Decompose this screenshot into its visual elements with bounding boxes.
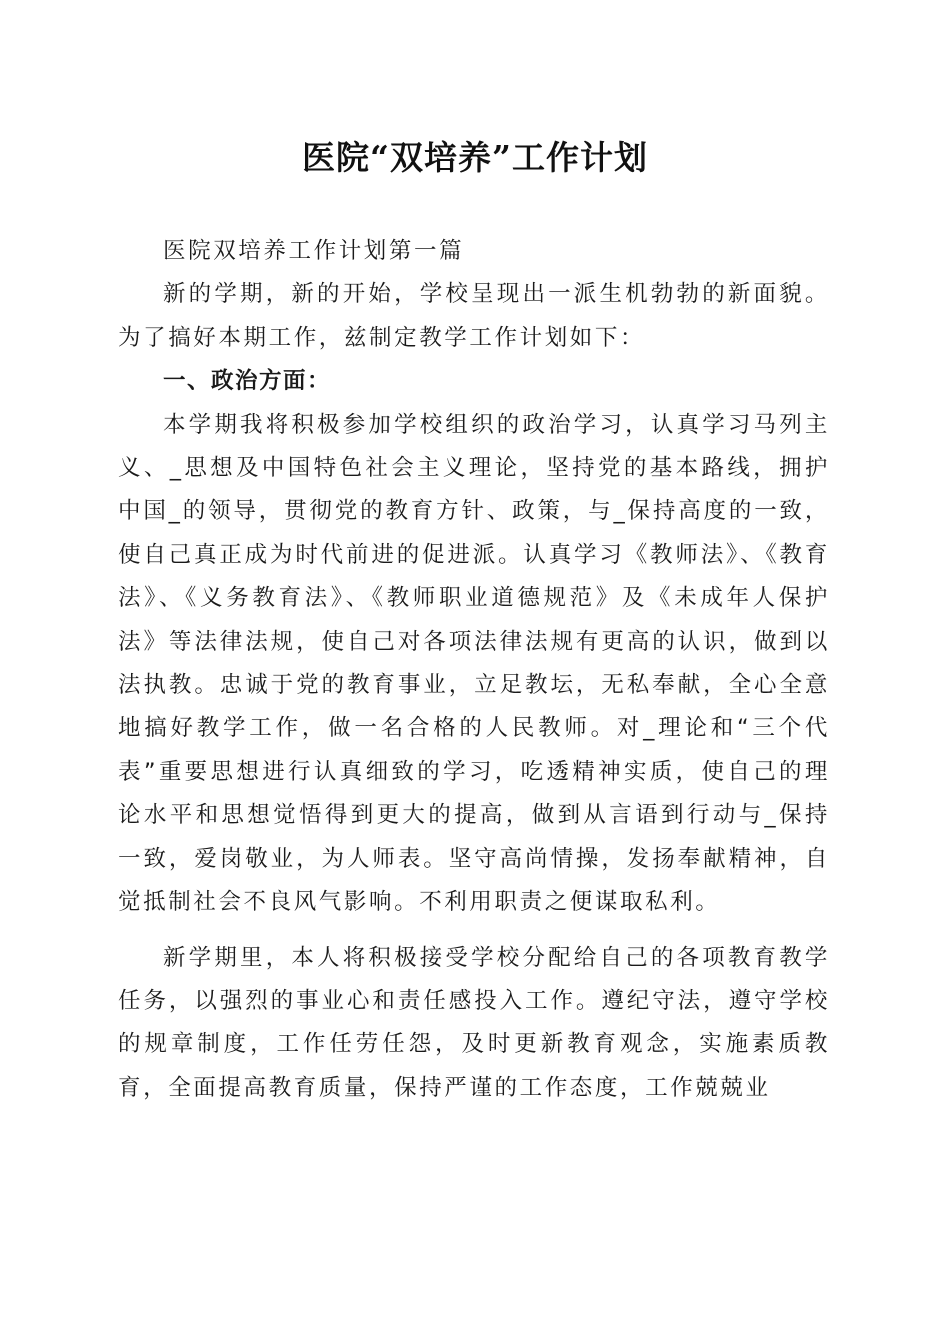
paragraph-work: 新学期里，本人将积极接受学校分配给自己的各项教育教学任务，以强烈的事业心和责任感投入工作。遵纪守法，遵守学校的规章制度，工作任劳任怨，及时更新教育观念，实施素质教育，全面提高教育质量，保持严谨的工作态度，工作兢兢业	[118, 944, 830, 1101]
paragraph-politics: 本学期我将积极参加学校组织的政治学习，认真学习马列主义、_思想及中国特色社会主义理论，坚持党的基本路线，拥护中国_的领导，贯彻党的教育方针、政策，与_保持高度的一致，使自己真正成为时代前进的促进派。认真学习《教师法》、《教育法》、《义务教育法》、《教师职业道德规范》及《未成年人保护法》等法律法规，使自己对各项法律法规有更高的认识，做到以法执教。忠诚于党的教育事业，立足教坛，无私奉献，全心全意地搞好教学工作，做一名合格的人民教师。对_理论和“三个代表”重要思想进行认真细致的学习，吃透精神实质，使自己的理论水平和思想觉悟得到更大的提高，做到从言语到行动与_保持一致，爱岗敬业，为人师表。坚守高尚情操，发扬奉献精神，自觉抵制社会不良风气影响。不利用职责之便谋取私利。	[118, 411, 830, 916]
section-heading-politics: 一、政治方面：	[163, 368, 332, 395]
intro-paragraph: 新的学期，新的开始，学校呈现出一派生机勃勃的新面貌。为了搞好本期工作，兹制定教学工作计划如下：	[118, 281, 830, 351]
document-subtitle: 医院双培养工作计划第一篇	[163, 238, 465, 264]
document-title: 医院“双培养”工作计划	[302, 138, 648, 177]
document-body	[118, 230, 830, 1110]
